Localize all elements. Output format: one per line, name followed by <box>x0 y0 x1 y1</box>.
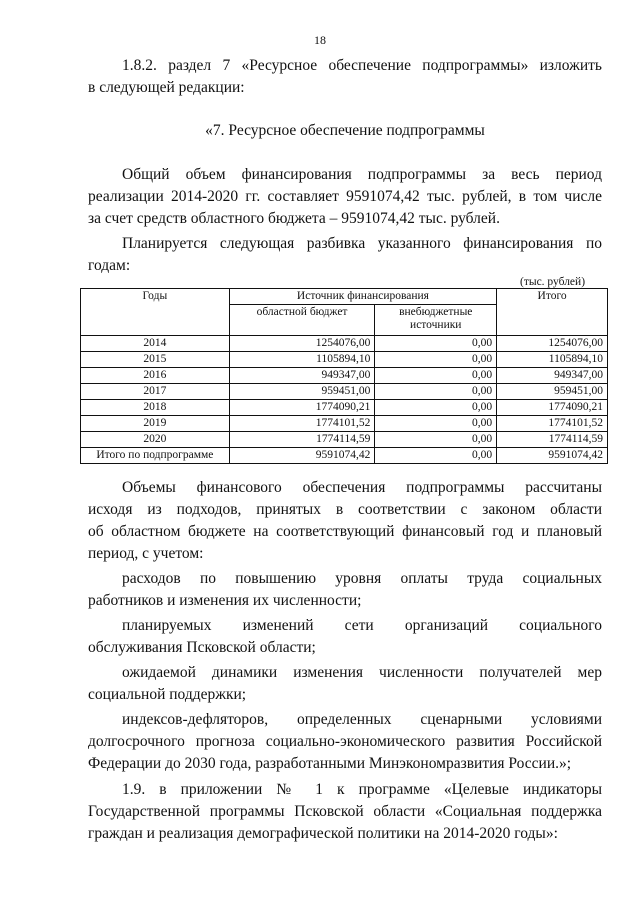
page-number: 18 <box>314 33 326 47</box>
para-volumes-line3: об областном бюджете на соответствующий финансовый год и плановый <box>88 523 602 540</box>
para-total-line2: реализации 2014-2020 гг. составляет 9591074,42 тыс. рублей, в том числе <box>88 188 602 205</box>
cell-total: 9591074,42 <box>497 448 608 464</box>
cell-regional: 1774101,52 <box>229 416 375 432</box>
header-regional: областной бюджет <box>229 305 375 336</box>
header-years: Годы <box>81 289 230 336</box>
cell-extra: 0,00 <box>375 352 497 368</box>
para-1-8-2-line1: 1.8.2. раздел 7 «Ресурсное обеспечение подпрограммы» изложить <box>122 57 602 74</box>
cell-extra: 0,00 <box>375 384 497 400</box>
cell-year: 2020 <box>81 432 230 448</box>
para-volumes-line4: период, с учетом: <box>88 545 204 562</box>
item-2-line1: планируемых изменений сети организаций социального <box>122 617 602 634</box>
cell-extra: 0,00 <box>375 416 497 432</box>
item-2-line2: обслуживания Псковской области; <box>88 639 316 656</box>
header-extra: внебюджетные источники <box>375 305 497 336</box>
table-row <box>81 384 608 400</box>
cell-year: 2015 <box>81 352 230 368</box>
item-1-line2: работников и изменения их численности; <box>88 592 362 609</box>
para-plan-line2: годам: <box>88 257 131 274</box>
cell-total: 1254076,00 <box>497 336 608 352</box>
cell-total: 1774114,59 <box>497 432 608 448</box>
cell-extra: 0,00 <box>375 432 497 448</box>
table-row <box>81 368 608 384</box>
item-4-line3: Федерации до 2030 года, разработанными Минэкономразвития России.»; <box>88 755 572 772</box>
para-1-8-2-line2: в следующей редакции: <box>88 79 245 96</box>
item-4-line1: индексов-дефляторов, определенных сценарными условиями <box>122 711 602 728</box>
table-row <box>81 400 608 416</box>
cell-year: 2016 <box>81 368 230 384</box>
header-total: Итого <box>497 289 608 336</box>
cell-total: 1774101,52 <box>497 416 608 432</box>
financing-table <box>80 288 608 464</box>
cell-extra: 0,00 <box>375 368 497 384</box>
cell-year: 2019 <box>81 416 230 432</box>
table-unit: (тыс. рублей) <box>520 276 586 288</box>
item-4-line2: долгосрочного прогноза социально-экономического развития Российской <box>88 733 602 750</box>
cell-regional: 959451,00 <box>229 384 375 400</box>
cell-year: Итого по подпрограмме <box>81 448 230 464</box>
cell-extra: 0,00 <box>375 336 497 352</box>
para-total-line3: за счет средств областного бюджета – 9591074,42 тыс. рублей. <box>88 210 500 227</box>
item-1-line1: расходов по повышению уровня оплаты труда социальных <box>122 570 602 587</box>
para-1-9-line2: Государственной программы Псковской области «Социальная поддержка <box>88 803 602 820</box>
cell-year: 2014 <box>81 336 230 352</box>
cell-regional: 949347,00 <box>229 368 375 384</box>
para-total-line1: Общий объем финансирования подпрограммы за весь период <box>122 166 602 183</box>
table-row <box>81 416 608 432</box>
cell-regional: 1774090,21 <box>229 400 375 416</box>
table-row <box>81 352 608 368</box>
cell-year: 2017 <box>81 384 230 400</box>
para-1-9-line3: граждан и реализация демографической политики на 2014-2020 годы»: <box>88 825 558 842</box>
section-title: «7. Ресурсное обеспечение подпрограммы <box>205 122 485 139</box>
cell-regional: 1774114,59 <box>229 432 375 448</box>
cell-regional: 1254076,00 <box>229 336 375 352</box>
cell-total: 1774090,21 <box>497 400 608 416</box>
para-volumes-line2: исходя из подходов, принятых в соответствии с законом области <box>88 501 602 518</box>
cell-regional: 9591074,42 <box>229 448 375 464</box>
para-plan-line1: Планируется следующая разбивка указанного финансирования по <box>122 235 602 252</box>
table-total-row <box>81 448 608 464</box>
cell-total: 959451,00 <box>497 384 608 400</box>
table-row <box>81 432 608 448</box>
cell-extra: 0,00 <box>375 448 497 464</box>
item-3-line2: социальной поддержки; <box>88 686 247 703</box>
para-volumes-line1: Объемы финансового обеспечения подпрограммы рассчитаны <box>122 479 602 496</box>
cell-total: 1105894,10 <box>497 352 608 368</box>
cell-extra: 0,00 <box>375 400 497 416</box>
cell-year: 2018 <box>81 400 230 416</box>
header-source: Источник финансирования <box>229 289 496 305</box>
item-3-line1: ожидаемой динамики изменения численности получателей мер <box>122 664 602 681</box>
table-row <box>81 336 608 352</box>
cell-total: 949347,00 <box>497 368 608 384</box>
para-1-9-line1: 1.9. в приложении № 1 к программе «Целевые индикаторы <box>122 781 602 798</box>
cell-regional: 1105894,10 <box>229 352 375 368</box>
